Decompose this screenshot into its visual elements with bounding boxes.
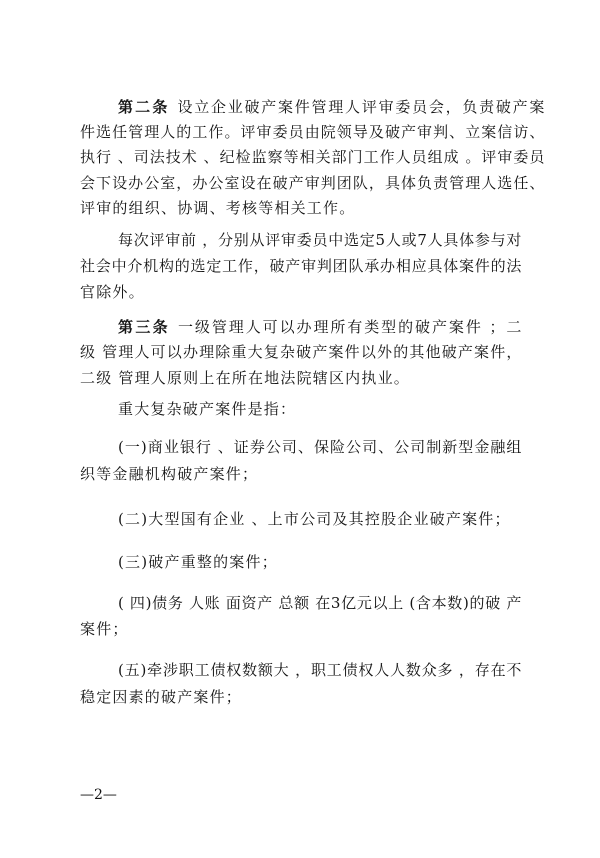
line-text: 设立企业破产案件管理人评审委员会，负责破产案 xyxy=(177,98,545,116)
paragraph-line: 每次评审前 ，分别从评审委员中选定5人或7人具体参与对 xyxy=(118,231,522,249)
paragraph-line: 评审的组织、协调、考核等相关工作。 xyxy=(80,199,356,217)
paragraph-line: (一)商业银行 、证券公司、保险公司、公司制新型金融组 xyxy=(118,438,522,456)
major-cases-intro: 重大复杂破产案件是指： xyxy=(118,400,297,418)
paragraph-line: 二级 管理人原则上在所在地法院辖区内执业。 xyxy=(80,369,410,387)
page-number: —2— xyxy=(80,787,117,803)
paragraph-line: 稳定因素的破产案件； xyxy=(80,688,243,706)
paragraph-line: 级 管理人可以办理除重大复杂破产案件以外的其他破产案件， xyxy=(80,343,522,361)
paragraph-line: 案件； xyxy=(80,620,129,638)
paragraph-line xyxy=(118,95,545,119)
line-text: 一级管理人可以办理所有类型的破产案件 ；二 xyxy=(178,318,522,336)
paragraph-line: (二)大型国有企业 、上市公司及其控股企业破产案件； xyxy=(118,510,511,528)
paragraph-line: ( 四)债务 人账 面资产 总额 在3亿元以上 (含本数)的破 产 xyxy=(118,594,522,612)
paragraph-line: 执行 、司法技术 、纪检监察等相关部门工作人员组成 。评审委员 xyxy=(80,148,545,166)
paragraph-line xyxy=(118,315,522,339)
paragraph-line: 会下设办公室，办公室设在破产审判团队，具体负责管理人选任、 xyxy=(80,174,545,192)
paragraph-line: (三)破产重整的案件； xyxy=(118,553,278,571)
paragraph-line: 社会中介机构的选定工作，破产审判团队承办相应具体案件的法 xyxy=(80,257,522,275)
paragraph-line: 官除外。 xyxy=(80,283,145,301)
paragraph-line: (五)牵涉职工债权数额大 ，职工债权人人数众多 ，存在不 xyxy=(118,661,522,679)
paragraph-line: 织等金融机构破产案件； xyxy=(80,465,259,483)
article-label: 第二条 xyxy=(118,98,170,116)
article-label: 第三条 xyxy=(118,318,170,336)
paragraph-line: 件选任管理人的工作。评审委员由院领导及破产审判、立案信访、 xyxy=(80,123,545,141)
